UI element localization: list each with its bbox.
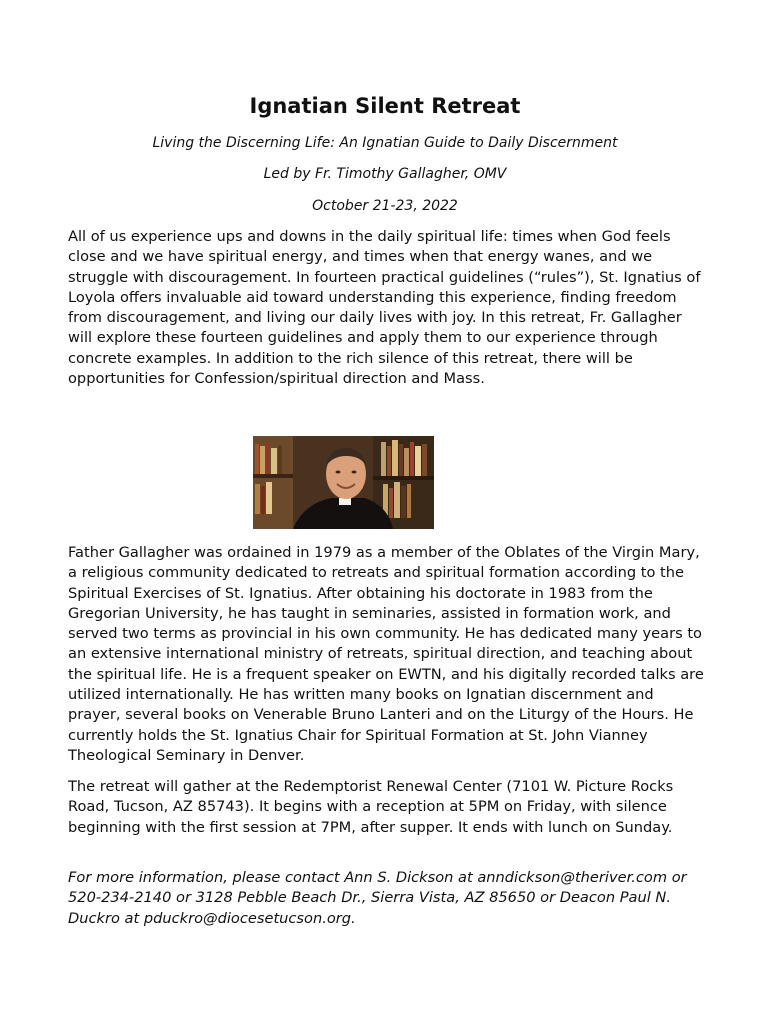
biography-paragraph: Father Gallagher was ordained in 1979 as a member of the Oblates of the Virgin Mary, a religious community dedicated to retreats and spiritual formation according to the Spiritual Exercises of St. Ignatius. After obtaining his doctorate in 1983 from the Gregorian University, he has taught in seminaries, assisted in formation work, and served two terms as provincial in his own community. He has dedicated many years to an extensive international ministry of retreats, spiritual direction, and teaching about the spiritual life. He is a frequent speaker on EWTN, and his digitally recorded talks are utilized internationally. He has written many books on Ignatian discernment and prayer, several books on Venerable Bruno Lanteri and on the Liturgy of the Hours. He currently holds the St. Ignatius Chair for Spiritual Formation at St. John Vianney Theological Seminary in Denver. <box>68 544 704 764</box>
intro-paragraph: All of us experience ups and downs in the daily spiritual life: times when God feels close and we have spiritual energy, and times when that energy wanes, and we struggle with discouragement. In fourteen practical guidelines (“rules”), St. Ignatius of Loyola offers invaluable aid toward understanding this experience, finding freedom from discouragement, and living our daily lives with joy. In this retreat, Fr. Gallagher will explore these fourteen guidelines and apply them to our experience through concrete examples. In addition to the rich silence of this retreat, there will be opportunities for Confession/spiritual direction and Mass. <box>68 228 701 388</box>
retreat-leader: Led by Fr. Timothy Gallagher, OMV <box>263 166 507 182</box>
logistics-paragraph: The retreat will gather at the Redemptorist Renewal Center (7101 W. Picture Rocks Road, Tucson, AZ 85743). It begins with a reception at 5PM on Friday, with silence beginning with the first session at 7PM, after supper. It ends with lunch on Sunday. <box>68 778 674 836</box>
page-title: Ignatian Silent Retreat <box>249 94 521 118</box>
priest-photo <box>253 436 434 529</box>
retreat-subtitle: Living the Discerning Life: An Ignatian Guide to Daily Discernment <box>152 135 618 151</box>
retreat-dates: October 21-23, 2022 <box>312 198 458 214</box>
contact-paragraph: For more information, please contact Ann S. Dickson at anndickson@theriver.com or 520-234-2140 or 3128 Pebble Beach Dr., Sierra Vista, AZ 85650 or Deacon Paul N. Duckro at pduckro@diocesetucson.org. <box>68 869 687 927</box>
